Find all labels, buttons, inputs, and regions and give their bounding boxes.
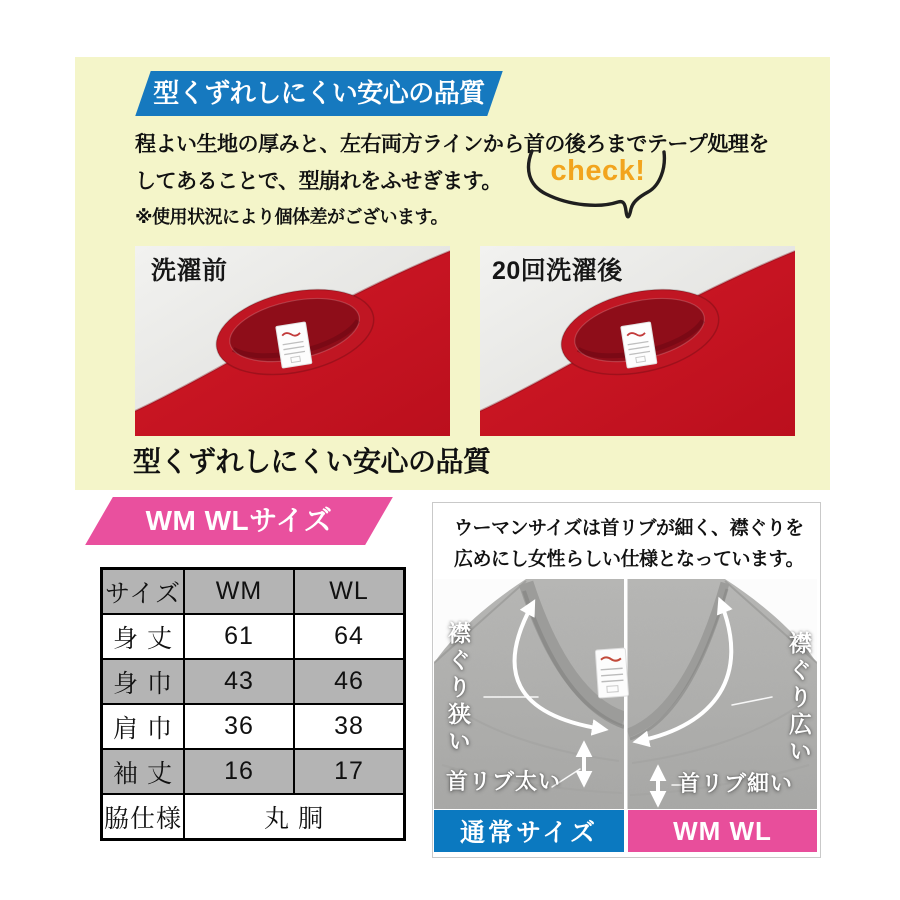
table-row-body-width xyxy=(102,659,405,704)
cell-wm: 43 xyxy=(184,659,294,704)
left-neckline-annotation: 襟ぐり狭い xyxy=(445,621,471,756)
header-wm: WM xyxy=(184,569,294,615)
quality-body-line1: 程よい生地の厚みと、左右両方ラインから首の後ろまでテープ処理を xyxy=(135,133,769,156)
collar-compare-image xyxy=(434,579,817,855)
quality-body-line2: してあることで、型崩れをふせぎます。 xyxy=(135,170,502,193)
row-label: 脇仕様 xyxy=(102,794,185,840)
row-label: 身 巾 xyxy=(102,659,185,704)
normal-size-bar xyxy=(434,810,624,852)
quality-banner xyxy=(135,71,502,116)
photo-after-wash xyxy=(480,246,795,436)
size-banner xyxy=(85,497,393,545)
compare-body-text xyxy=(454,513,804,575)
check-callout xyxy=(522,148,674,232)
quality-caption: 型くずれしにくい安心の品質 xyxy=(133,446,491,477)
row-label: 肩 巾 xyxy=(102,704,185,749)
header-size: サイズ xyxy=(102,569,185,615)
table-row-shoulder-width xyxy=(102,704,405,749)
size-banner-label: WM WLサイズ xyxy=(145,505,333,536)
cell-wl: 38 xyxy=(294,704,405,749)
normal-size-bar-label: 通常サイズ xyxy=(459,819,598,847)
wm-wl-bar xyxy=(628,810,817,852)
photo-before-wash xyxy=(135,246,450,436)
photo-after-label: 20回洗濯後 xyxy=(492,257,623,285)
table-row-side-spec xyxy=(102,794,405,840)
right-rib-annotation: 首リブ細い xyxy=(678,771,794,796)
header-wl: WL xyxy=(294,569,405,615)
check-label: check! xyxy=(550,155,646,187)
quality-panel xyxy=(75,57,830,490)
compare-panel xyxy=(432,502,821,858)
cell-wl: 46 xyxy=(294,659,405,704)
row-label: 身 丈 xyxy=(102,614,185,659)
table-row-body-length xyxy=(102,614,405,659)
photo-before-label: 洗濯前 xyxy=(151,257,228,285)
quality-note: ※使用状況により個体差がございます。 xyxy=(135,207,449,227)
cell-wm: 61 xyxy=(184,614,294,659)
compare-body-line2: 広めにし女性らしい仕様となっています。 xyxy=(454,549,804,570)
size-table xyxy=(100,567,406,841)
table-row-sleeve-length xyxy=(102,749,405,794)
cell-wm: 16 xyxy=(184,749,294,794)
row-label: 袖 丈 xyxy=(102,749,185,794)
compare-body-line1: ウーマンサイズは首リブが細く、襟ぐりを xyxy=(454,518,804,539)
cell-wl: 64 xyxy=(294,614,405,659)
cell-wl: 17 xyxy=(294,749,405,794)
quality-banner-label: 型くずれしにくい安心の品質 xyxy=(153,78,485,108)
right-neckline-annotation: 襟ぐり広い xyxy=(786,631,812,766)
left-rib-annotation: 首リブ太い xyxy=(446,769,562,794)
cell-wm: 36 xyxy=(184,704,294,749)
size-table-header-row xyxy=(102,569,405,615)
wm-wl-bar-label: WM WL xyxy=(673,815,772,846)
cell-spec-value: 丸 胴 xyxy=(184,794,405,840)
